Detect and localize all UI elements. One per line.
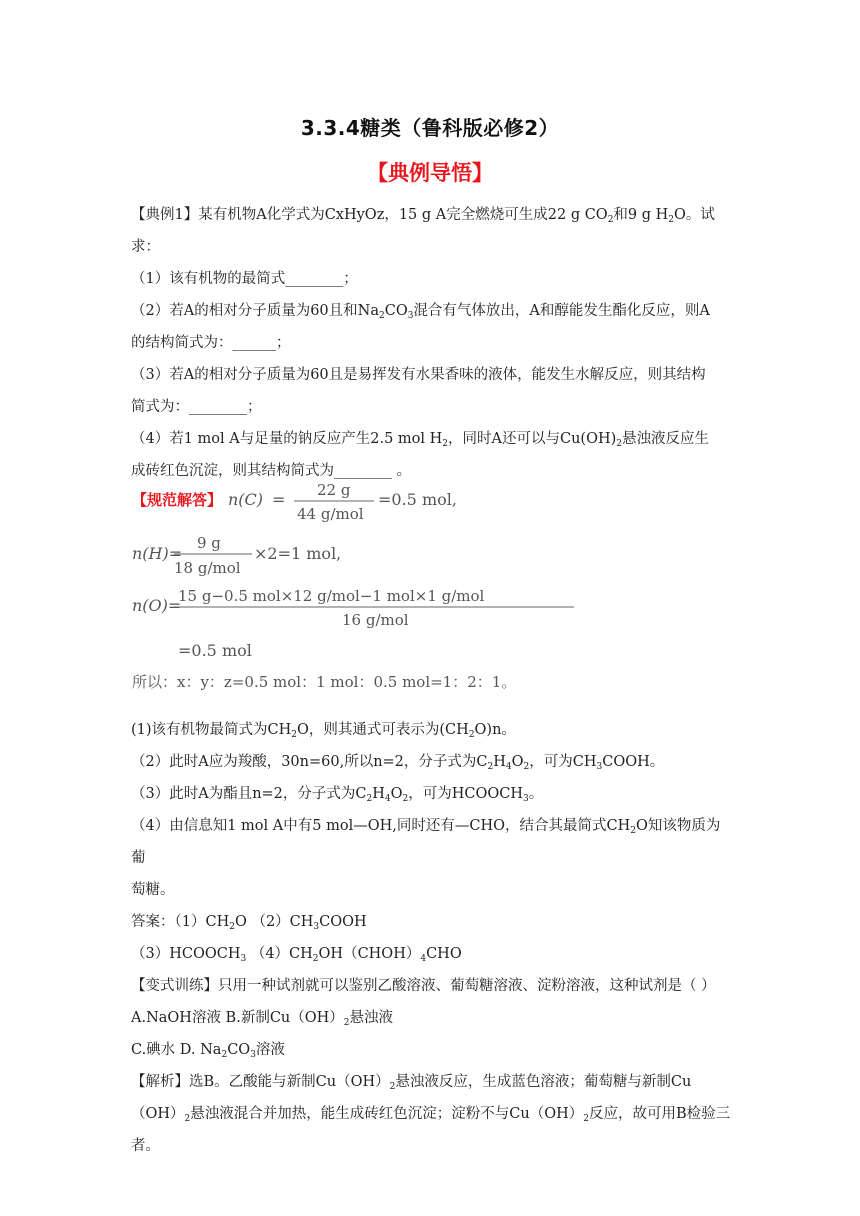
question-1: （1）该有机物的最简式________；: [131, 271, 358, 287]
example-line-1: 【典例1】某有机物A化学式为CxHyOz，15 g A完全燃烧可生成22 g $CO_2$和9 g $H_2O$。试求：: [131, 207, 715, 255]
example-question: [131, 199, 731, 487]
n-h-denominator: 18 g/mol: [174, 559, 241, 577]
n-c-denominator: 44 g/mol: [297, 505, 364, 523]
answer-3: （3）此时A为酯且n=2，分子式为$C_2H_4O_2$，可为$HCOOCH_3$。: [131, 786, 544, 804]
equals-sign: =: [272, 490, 286, 509]
variant-options-ab: A.NaOH溶液 B.新制$Cu(OH)_2$悬浊液: [131, 1010, 394, 1028]
final-answer-1: 答案：$(1)CH_2O$ $(2)CH_3COOH$: [131, 914, 367, 932]
answer-section: [131, 714, 731, 1162]
variant-options-cd: C.碘水 D. $Na_2CO_3$溶液: [131, 1042, 285, 1060]
question-2: （2）若A的相对分子质量为60且和$Na_2CO_3$混合有气体放出，A和醇能发生酯化反应，则A: [131, 303, 710, 321]
n-c-numerator: 22 g: [317, 481, 351, 499]
question-3-cont: 简式为：________；: [131, 399, 262, 415]
final-answer-2: $(3)HCOOCH_3$ $(4)CH_2OH(CHOH)_4CHO$: [131, 946, 462, 964]
answer-4-cont: 萄糖。: [131, 882, 175, 898]
question-3: （3）若A的相对分子质量为60且是易挥发有水果香味的液体，能发生水解反应，则其结构: [131, 367, 706, 383]
answer-1: (1)该有机物最简式为$CH_2O$，则其通式可表示为$(CH_2O)n$。: [131, 722, 516, 740]
n-c-label: n(C): [228, 490, 264, 509]
n-h-result: ×2=1 mol,: [254, 544, 342, 563]
n-c-result: =0.5 mol,: [378, 490, 457, 509]
question-4-cont: 成砖红色沉淀，则其结构简式为________ 。: [131, 463, 412, 479]
n-o-denominator: 16 g/mol: [342, 611, 409, 629]
question-2-cont: 的结构简式为：______；: [131, 335, 291, 351]
variant-question: 【变式训练】只用一种试剂就可以鉴别乙酸溶液、葡萄糖溶液、淀粉溶液，这种试剂是（ ）: [131, 978, 716, 994]
solution-image: [132, 475, 612, 695]
answer-2: （2）此时A应为羧酸，30n=60,所以n=2，分子式为$C_2H_4O_2$，可为$CH_3COOH$。: [131, 754, 665, 772]
question-4: （4）若1 mol A与足量的钠反应产生2.5 mol $H_2$，同时A还可以与$Cu(OH)_2$悬浊液反应生: [131, 431, 710, 449]
solution-label: 【规范解答】: [132, 491, 223, 509]
n-h-numerator: 9 g: [197, 534, 221, 552]
ratio-line: 所以：x：y：z=0.5 mol：1 mol：0.5 mol=1：2：1。: [132, 673, 517, 691]
variant-explanation: 【解析】选B。乙酸能与新制$Cu(OH)_2$悬浊液反应，生成蓝色溶液；葡萄糖与新制$Cu(OH)_2$悬浊液混合并加热，能生成砖红色沉淀；淀粉不与$Cu(OH)_2$反应，故可用B检验三者。: [131, 1074, 731, 1154]
n-o-numerator: 15 g−0.5 mol×12 g/mol−1 mol×1 g/mol: [178, 587, 485, 605]
n-o-label: n(O)=: [132, 596, 182, 615]
page-title: 3.3.4糖类（鲁科版必修2）: [300, 116, 560, 140]
answer-4: （4）由信息知1 mol A中有5 mol—OH,同时还有—CHO，结合其最简式$CH_2O$知该物质为葡: [131, 818, 721, 866]
n-h-label: n(H)=: [132, 544, 183, 563]
n-o-result: =0.5 mol: [178, 641, 252, 660]
section-heading: 【典例导悟】: [367, 161, 493, 185]
